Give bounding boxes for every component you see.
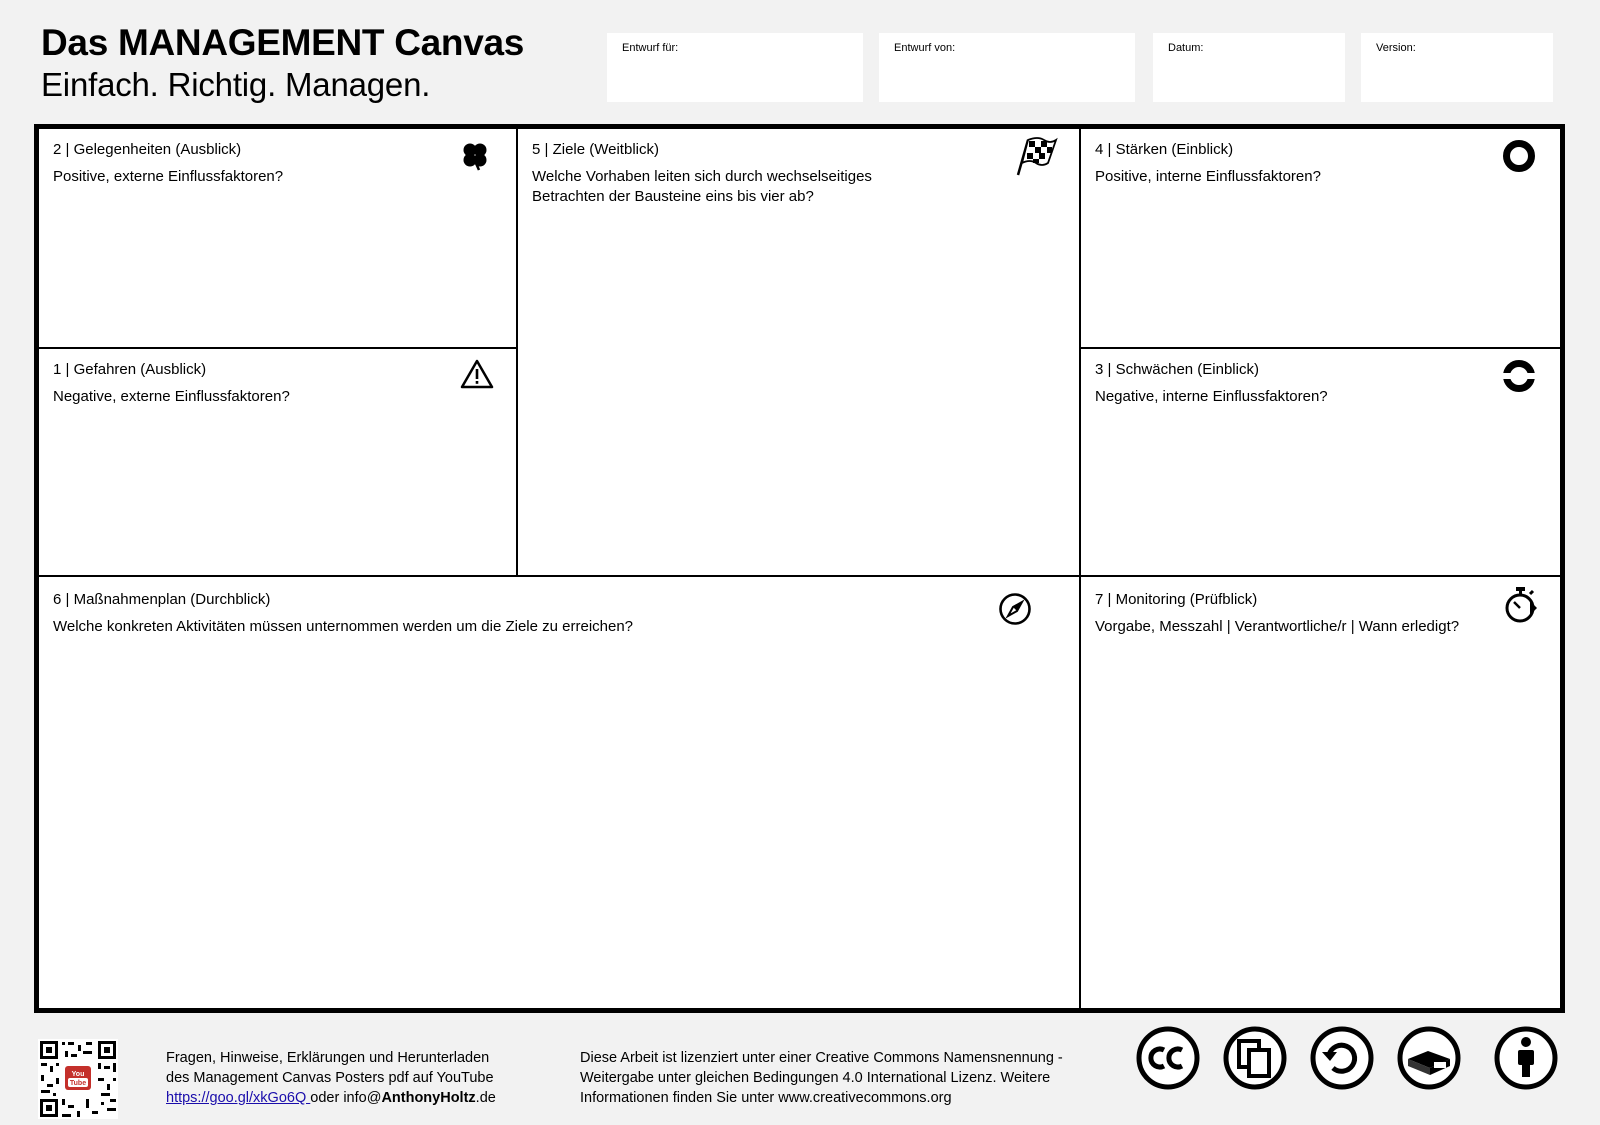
broken-ring-icon xyxy=(1502,359,1536,393)
cell-question: Negative, externe Einflussfaktoren? xyxy=(53,388,290,405)
footer-info-line: des Management Canvas Posters pdf auf YouTube xyxy=(166,1070,494,1086)
attribution-icon xyxy=(1493,1025,1559,1091)
creative-commons-icon xyxy=(1135,1025,1201,1091)
share-copy-icon xyxy=(1222,1025,1288,1091)
cell-title: 4 | Stärken (Einblick) xyxy=(1095,141,1234,158)
youtube-badge-text: You xyxy=(71,1071,85,1078)
cell-title: 1 | Gefahren (Ausblick) xyxy=(53,361,207,378)
page-title: Das MANAGEMENT Canvas xyxy=(41,22,525,63)
checkered-flag-icon xyxy=(1014,135,1058,177)
draft-by-field[interactable] xyxy=(879,33,1135,102)
cell-question: Vorgabe, Messzahl | Verantwortliche/r | Wann erledigt? xyxy=(1095,618,1460,635)
warning-icon xyxy=(460,359,494,389)
compass-icon xyxy=(997,591,1033,627)
cell-question: Positive, interne Einflussfaktoren? xyxy=(1095,168,1321,185)
cell-question: Welche konkreten Aktivitäten müssen unternommen werden um die Ziele zu erreichen? xyxy=(53,618,634,635)
contact-pre: oder info@ xyxy=(310,1090,382,1106)
cell-title: 7 | Monitoring (Prüfblick) xyxy=(1095,591,1258,608)
cell-strengths[interactable] xyxy=(1081,129,1560,347)
youtube-badge-text: Tube xyxy=(69,1080,87,1087)
cell-action-plan[interactable] xyxy=(39,577,1079,1010)
youtube-link[interactable]: https://goo.gl/xkGo6Q xyxy=(166,1090,311,1106)
cell-question: Positive, externe Einflussfaktoren? xyxy=(53,168,284,185)
clover-icon xyxy=(459,141,491,171)
cell-title: 3 | Schwächen (Einblick) xyxy=(1095,361,1259,378)
cell-opportunities[interactable] xyxy=(39,129,516,347)
cell-title: 5 | Ziele (Weitblick) xyxy=(532,141,659,158)
field-label: Datum: xyxy=(1168,42,1204,54)
footer-info-line: Fragen, Hinweise, Erklärungen und Herunterladen xyxy=(166,1050,490,1066)
contact-name: AnthonyHoltz xyxy=(381,1090,476,1106)
license-line: Weitergabe unter gleichen Bedingungen 4.0 International Lizenz. Weitere xyxy=(580,1070,1051,1086)
canvas-grid xyxy=(34,124,1565,1013)
contact-post: .de xyxy=(475,1090,496,1106)
stopwatch-icon xyxy=(1503,585,1539,625)
cell-question xyxy=(532,167,872,207)
cell-weaknesses[interactable] xyxy=(1081,349,1560,575)
footer-contact xyxy=(166,1088,496,1108)
license-line: Informationen finden Sie unter www.creativecommons.org xyxy=(580,1090,952,1106)
license-line: Diese Arbeit ist lizenziert unter einer Creative Commons Namensnennung - xyxy=(580,1050,1063,1066)
share-alike-icon xyxy=(1396,1025,1462,1091)
cell-question: Negative, interne Einflussfaktoren? xyxy=(1095,388,1328,405)
footer-license xyxy=(580,1048,1063,1108)
cell-title: 6 | Maßnahmenplan (Durchblick) xyxy=(53,591,271,608)
cell-monitoring[interactable] xyxy=(1081,577,1560,1010)
question-line: Welche Vorhaben leiten sich durch wechselseitiges xyxy=(532,168,872,185)
date-field[interactable] xyxy=(1153,33,1345,102)
cell-threats[interactable] xyxy=(39,349,516,575)
draft-for-field[interactable] xyxy=(607,33,863,102)
remix-icon xyxy=(1309,1025,1375,1091)
ring-icon xyxy=(1502,139,1536,173)
cell-title: 2 | Gelegenheiten (Ausblick) xyxy=(53,141,242,158)
field-label: Entwurf von: xyxy=(894,42,956,54)
footer-info xyxy=(166,1048,496,1108)
field-label: Version: xyxy=(1376,42,1416,54)
qr-code-image xyxy=(38,1039,118,1119)
version-field[interactable] xyxy=(1361,33,1553,102)
field-label: Entwurf für: xyxy=(622,42,679,54)
question-line: Betrachten der Bausteine eins bis vier ab? xyxy=(532,188,814,205)
cell-goals[interactable] xyxy=(518,129,1079,575)
page-subtitle: Einfach. Richtig. Managen. xyxy=(41,66,431,103)
